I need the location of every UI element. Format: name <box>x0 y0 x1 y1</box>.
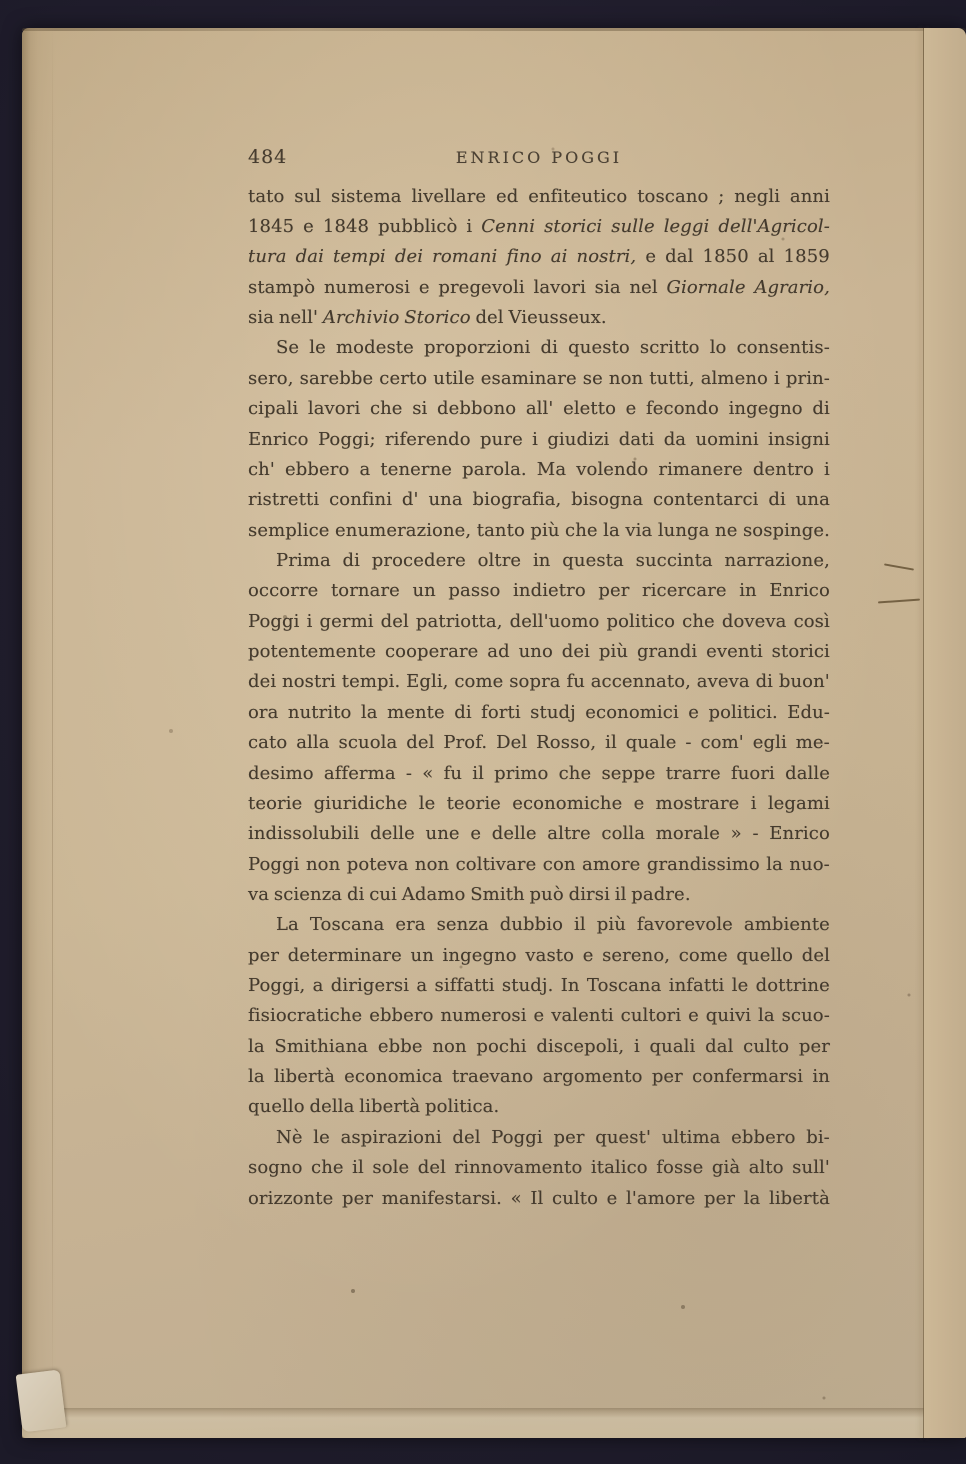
text-line: potentemente cooperare ad uno dei più grandi eventi storici <box>248 641 830 663</box>
text-line: fisiocratiche ebbero numerosi e valenti cultori e quivi la scuo- <box>248 1005 830 1027</box>
crease-tear-mark <box>884 563 914 570</box>
text-line: La Toscana era senza dubbio il più favorevole ambiente <box>276 914 830 936</box>
text-line: cipali lavori che si debbono all' eletto e fecondo ingegno di <box>248 398 830 420</box>
text-line: sogno che il sole del rinnovamento italico fosse già alto sull' <box>248 1157 830 1179</box>
page-edge-stack-bottom <box>22 1408 926 1438</box>
crease-tear-mark <box>878 599 920 604</box>
text-line: quello della libertà politica. <box>248 1096 500 1118</box>
text-line: va scienza di cui Adamo Smith può dirsi il padre. <box>248 883 691 905</box>
text-line: Se le modeste proporzioni di questo scritto lo consentis- <box>276 337 830 359</box>
text-line: occorre tornare un passo indietro per ricercare in Enrico <box>248 580 830 602</box>
text-line: ristretti confini d' una biografia, bisogna contentarci di una <box>248 489 830 511</box>
text-line: Nè le aspirazioni del Poggi per quest' ultima ebbero bi- <box>276 1126 830 1148</box>
paper-specks <box>22 28 24 30</box>
text-line: ora nutrito la mente di forti studj economici e politici. Edu- <box>248 701 830 723</box>
text-line: tato sul sistema livellare ed enfiteutico toscano ; negli anni <box>248 185 830 207</box>
text-line: indissolubili delle une e delle altre colla morale » - Enrico <box>248 823 830 845</box>
next-page-sliver <box>924 28 966 1438</box>
text-line: Poggi i germi del patriotta, dell'uomo politico che doveva così <box>248 610 830 632</box>
text-line: la Smithiana ebbe non pochi discepoli, i quali dal culto per <box>248 1035 830 1057</box>
page-edge-stack-left <box>22 28 56 1438</box>
left-fold-line <box>52 28 53 1398</box>
book-page <box>22 28 966 1438</box>
text-line: tura dai tempi dei romani fino ai nostri, e dal 1850 al 1859 <box>248 246 830 268</box>
text-line: la libertà economica traevano argomento per confermarsi in <box>248 1066 830 1088</box>
text-line: Enrico Poggi; riferendo pure i giudizi dati da uomini insigni <box>248 428 830 450</box>
text-line: sero, sarebbe certo utile esaminare se non tutti, almeno i prin- <box>248 367 830 389</box>
text-line: Prima di procedere oltre in questa succinta narrazione, <box>276 549 830 571</box>
text-line: stampò numerosi e pregevoli lavori sia nel Giornale Agrario, <box>248 276 830 298</box>
text-line: semplice enumerazione, tanto più che la via lunga ne sospinge. <box>248 519 830 541</box>
text-line: orizzonte per manifestarsi. « Il culto e l'amore per la libertà <box>248 1187 830 1209</box>
text-line: cato alla scuola del Prof. Del Rosso, il quale - com' egli me- <box>248 732 830 754</box>
text-line: per determinare un ingegno vasto e sereno, come quello del <box>248 944 830 966</box>
running-header: ENRICO POGGI <box>455 148 623 167</box>
text-line: teorie giuridiche le teorie economiche e mostrare i legami <box>248 792 830 814</box>
text-line: 1845 e 1848 pubblicò i Cenni storici sulle leggi dell'Agricol- <box>248 216 830 238</box>
page-number: 484 <box>248 146 288 168</box>
text-line: dei nostri tempi. Egli, come sopra fu accennato, aveva di buon' <box>248 671 830 693</box>
text-line: ch' ebbero a tenerne parola. Ma volendo rimanere dentro i <box>248 458 830 480</box>
text-line: desimo afferma - « fu il primo che seppe trarre fuori dalle <box>248 762 830 784</box>
text-line: Poggi non poteva non coltivare con amore grandissimo la nuo- <box>248 853 830 875</box>
torn-corner <box>16 1370 67 1433</box>
text-block <box>248 181 830 1213</box>
text-line: sia nell' Archivio Storico del Vieusseux. <box>248 307 607 329</box>
text-line: Poggi, a dirigersi a siffatti studj. In Toscana infatti le dottrine <box>248 975 830 997</box>
